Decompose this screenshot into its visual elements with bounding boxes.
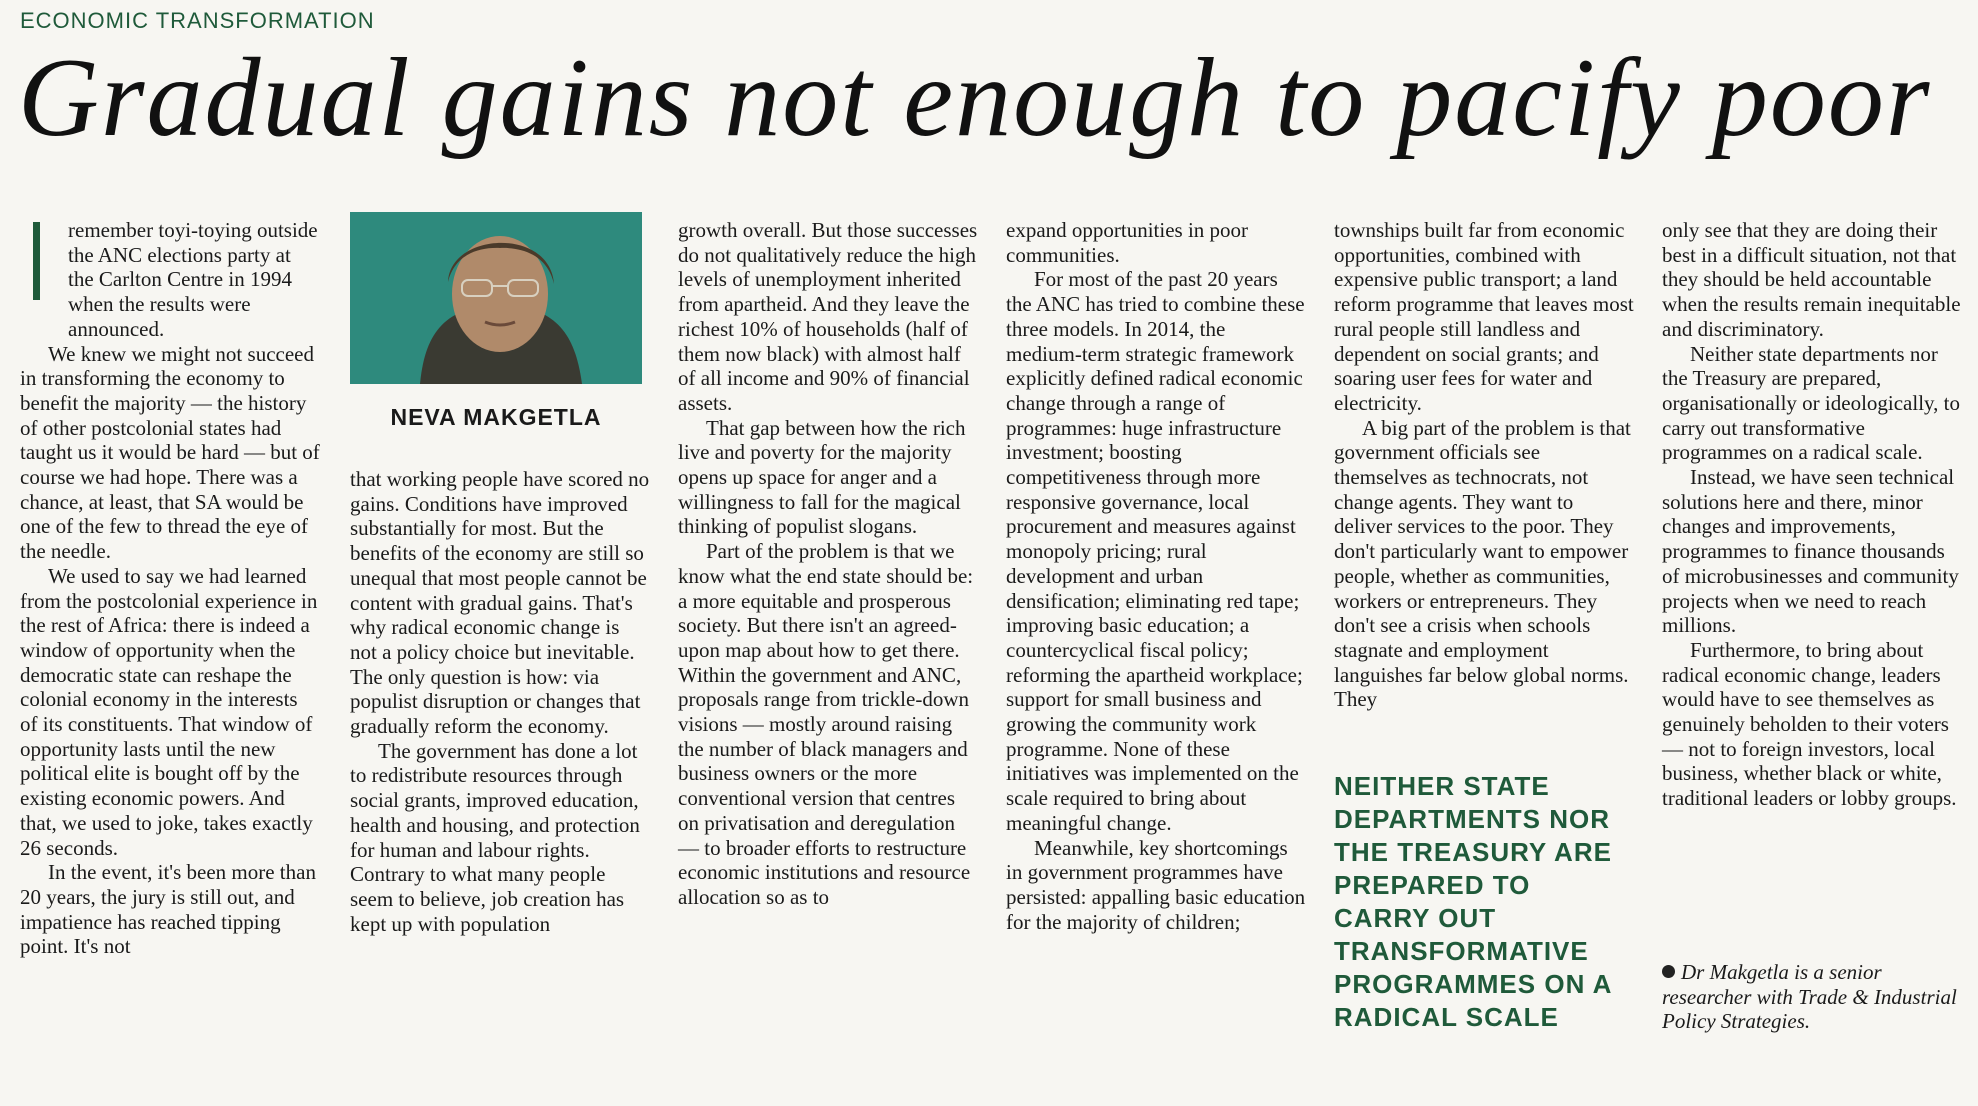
column-6 [1662, 218, 1962, 811]
paragraph: A big part of the problem is that government officials see themselves as technocrats, not change agents. They want to deliver services to the poor. They don't particularly want to empower people, whether as communities, workers or entrepreneurs. They don't see a crisis when schools stagnate and employment languishes far below global norms. They [1334, 415, 1631, 712]
column-3 [678, 218, 978, 910]
headline: Gradual gains not enough to pacify poor [18, 36, 1932, 160]
paragraph: townships built far from economic opportunities, combined with expensive public transport; a land reform programme that leaves most rural people still landless and dependent on social grants; and soaring user fees for water and electricity. [1334, 218, 1634, 415]
paragraph: Furthermore, to bring about radical economic change, leaders would have to see themselves as genuinely beholden to their voters — not to foreign investors, local business, whether black or white, traditional leaders or lobby groups. [1662, 637, 1957, 811]
paragraph: That gap between how the rich live and poverty for the majority opens up space for anger and a willingness to fall for the magical thinking of populist slogans. [678, 415, 966, 539]
column-2 [350, 467, 650, 936]
paragraph: only see that they are doing their best in a difficult situation, not that they should be held accountable when the results remain inequitable and discriminatory. [1662, 218, 1961, 341]
paragraph: Instead, we have seen technical solutions here and there, minor changes and improvements, programmes to finance thousands of microbusinesses and community projects when we need to reach millions. [1662, 465, 1959, 638]
paragraph: Neither state departments nor the Treasury are prepared, organisationally or ideologically, to carry out transformative programmes on a radical scale. [1662, 341, 1961, 465]
paragraph: The government has done a lot to redistribute resources through social grants, improved education, health and housing, and protection for human and labour rights. Contrary to what many people seem to believe, job creation has kept up with population [350, 738, 640, 936]
section-label: ECONOMIC TRANSFORMATION [20, 8, 375, 33]
paragraph: growth overall. But those successes do not qualitatively reduce the high levels of unemployment inherited from apartheid. And they leave the richest 10% of households (half of them now black) with almost half of all income and 90% of financial assets. [678, 218, 978, 415]
column-5 [1334, 218, 1634, 712]
paragraph: In the event, it's been more than 20 years, the jury is still out, and impatience has reached tipping point. It's not [20, 860, 316, 959]
paragraph: Meanwhile, key shortcomings in government programmes have persisted: appalling basic education for the majority of children; [1006, 835, 1306, 934]
author-portrait [350, 212, 642, 384]
column-4 [1006, 218, 1306, 934]
column-1 [20, 218, 320, 959]
paragraph: that working people have scored no gains. Conditions have improved substantially for most. But the benefits of the economy are still so unequal that most people cannot be content with gradual gains. That's why radical economic change is not a policy choice but inevitable. The only question is how: via populist disruption or changes that gradually reform the economy. [350, 467, 650, 739]
paragraph: remember toyi-toying outside the ANC elections party at the Carlton Centre in 1994 when the results were announced. [68, 218, 318, 341]
bullet-icon [1662, 965, 1675, 978]
paragraph: We used to say we had learned from the postcolonial experience in the rest of Africa: there is indeed a window of opportunity when the democratic state can reshape the colonial economy in the interests of its constituents. That window of opportunity lasts until the new political elite is bought off by the existing economic powers. And that, we used to joke, takes exactly 26 seconds. [20, 563, 318, 860]
paragraph: For most of the past 20 years the ANC has tried to combine these three models. In 2014, the medium-term strategic framework explicitly defined radical economic change through a range of programmes: huge infrastructure investment; boosting competitiveness through more responsive governance, local procurement and measures against monopoly pricing; rural development and urban densification; eliminating red tape; improving basic education; a countercyclical fiscal policy; reforming the apartheid workplace; support for small business and growing the community work programme. None of these initiatives was implemented on the scale required to bring about meaningful change. [1006, 267, 1305, 835]
byline: NEVA MAKGETLA [390, 404, 602, 430]
author-note-text: Dr Makgetla is a senior researcher with Trade & Industrial Policy Strategies. [1662, 960, 1957, 1034]
paragraph: We knew we might not succeed in transforming the economy to benefit the majority — the history of other postcolonial states had taught us it would be hard — but of course we had hope. There was a chance, at least, that SA would be one of the few to thread the eye of the needle. [20, 341, 320, 564]
paragraph: expand opportunities in poor communities. [1006, 218, 1249, 267]
pull-quote: NEITHER STATE DEPARTMENTS NOR THE TREASURY ARE PREPARED TO CARRY OUT TRANSFORMATIVE PROGRAMMES ON A RADICAL SCALE [1334, 771, 1612, 1032]
author-note [1662, 960, 1962, 1034]
paragraph: Part of the problem is that we know what the end state should be: a more equitable and prosperous society. But there isn't an agreed-upon map about how to get there. Within the government and ANC, proposals range from trickle-down visions — mostly around raising the number of black managers and business owners or the more conventional version that centres on privatisation and deregulation — to broader efforts to restructure economic institutions and resource allocation so as to [678, 539, 974, 909]
